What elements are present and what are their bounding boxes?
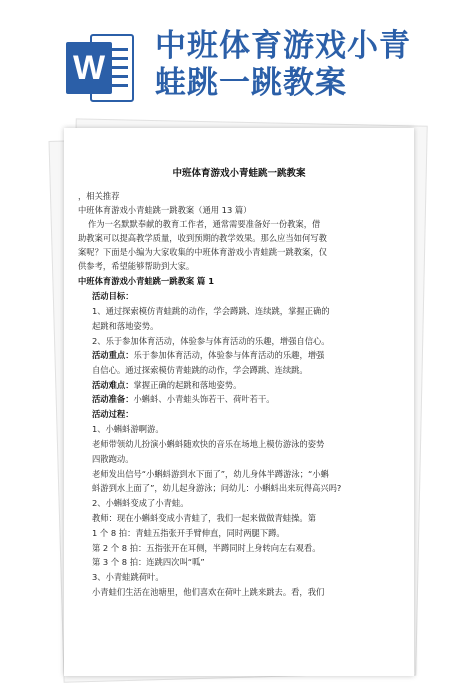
document-line: 小青蛙们生活在池塘里，他们喜欢在荷叶上跳来跳去。看，我们 [92,587,325,597]
banner-title-line-1: 中班体育游戏小青 [155,28,411,64]
banner-title [155,28,465,102]
document-line: 1、通过探索模仿青蛙跳的动作，学会蹲跳、连续跳，掌握正确的 [92,306,330,316]
header-banner [0,0,474,112]
document-line: 活动目标： [92,291,134,301]
document-line-lead: 活动准备： [92,394,134,404]
document-line: 老师发出信号“小蝌蚪游到水下面了”，幼儿身体半蹲游泳；“小蝌 [92,469,329,479]
document-line: 活动过程： [92,409,134,419]
document-line-lead: 活动难点： [92,380,134,390]
document-page [64,128,414,676]
document-line: 活动准备：小蝌蚪、小青蛙头饰若干、荷叶若干。 [92,394,275,404]
document-line: ，相关推荐 [78,191,120,201]
document-line: 起跳和落地姿势。 [92,321,159,331]
document-line: 3、小青蛙跳荷叶。 [92,572,164,582]
document-line: 助教案可以提高教学质量，收到预期的教学效果。那么应当如何写教 [78,233,327,243]
document-line: 1 个 8 拍：青蛙五指张开手臂伸直，同时两腿下蹲。 [92,528,285,538]
document-line: 第 3 个 8 拍：连跳四次叫“呱” [92,557,205,567]
document-line: 自信心。通过探索模仿青蛙跳的动作，学会蹲跳、连续跳。 [92,365,308,375]
document-line: 活动难点：掌握正确的起跳和落地姿势。 [92,380,242,390]
document-line: 案呢？下面是小编为大家收集的中班体育游戏小青蛙跳一跳教案，仅 [78,247,327,257]
document-line: 中班体育游戏小青蛙跳一跳教案 篇 1 [78,276,215,286]
document-line: 第 2 个 8 拍：五指张开在耳侧，半蹲同时上身转向左右观看。 [92,543,321,553]
document-line: 蚪游到水上面了”，幼儿起身游泳；问幼儿：小蝌蚪出来玩得高兴吗? [92,483,342,493]
document-line: 中班体育游戏小青蛙跳一跳教案（通用 13 篇） [78,205,252,215]
document-line: 2、乐于参加体育活动，体验参与体育活动的乐趣，增强自信心。 [92,336,330,346]
document-line: 1、小蝌蚪游啊游。 [92,424,164,434]
banner-title-line-2: 蛙跳一跳教案 [155,65,347,101]
document-line: 2、小蝌蚪变成了小青蛙。 [92,498,189,508]
document-line: 供参考，希望能够帮助到大家。 [78,261,195,271]
document-line: 四散跑动。 [92,454,134,464]
word-logo-letter: W [72,49,106,87]
document-line: 活动重点：乐于参加体育活动，体验参与体育活动的乐趣，增强 [92,350,325,360]
document-line: 教师：现在小蝌蚪变成小青蛙了，我们一起来做做青蛙操。第 [92,513,317,523]
document-line: 作为一名默默奉献的教育工作者，通常需要准备好一份教案，借 [88,219,321,229]
document-line-lead: 活动重点： [92,350,134,360]
document-title: 中班体育游戏小青蛙跳一跳教案 [172,168,306,179]
word-doc-icon [66,30,136,106]
document-line: 老师带领幼儿扮演小蝌蚪随欢快的音乐在场地上模仿游泳的姿势 [92,439,325,449]
